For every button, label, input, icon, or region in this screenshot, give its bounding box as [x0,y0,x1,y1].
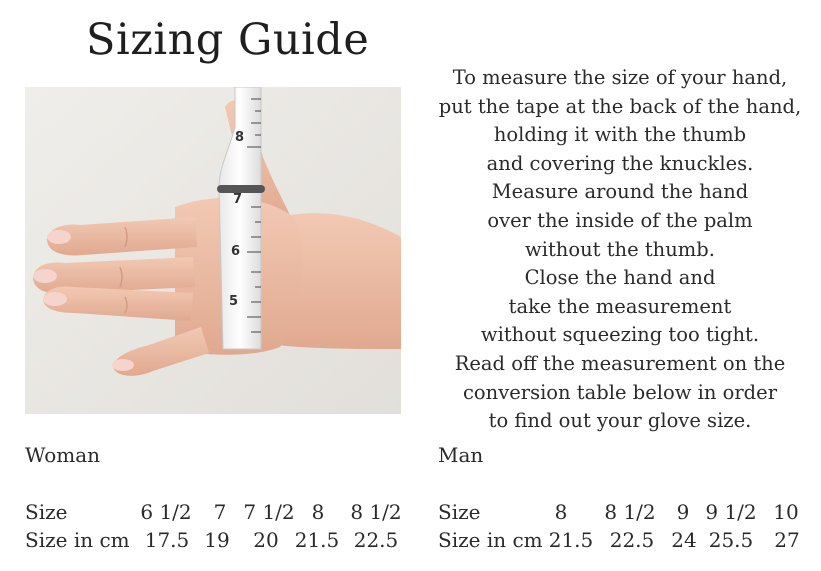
man-size-cell: 9 [676,500,690,524]
woman-size-cell: 7 [213,500,227,524]
instruction-line: put the tape at the back of the hand, [438,94,802,118]
instruction-line: Close the hand and [524,266,716,290]
man-cm-cell: 21.5 [548,528,594,552]
man-size-cell: 9 1/2 [705,500,757,524]
woman-cm-cell: 17.5 [144,528,190,552]
man-label: Man [438,443,484,467]
woman-cm-cell: 21.5 [294,528,340,552]
instruction-line: Measure around the hand [491,180,749,204]
hand-measurement-photo [25,87,401,414]
woman-size-table [25,497,415,557]
tape-mark-5: 5 [229,294,239,309]
woman-cm-cell: 22.5 [353,528,399,552]
instruction-line: to find out your glove size. [488,409,752,433]
instruction-line: without the thumb. [525,237,715,261]
hand-illustration [25,87,401,414]
man-cm-cell: 25.5 [708,528,754,552]
woman-cm-cell: 20 [253,528,279,552]
instruction-line: and covering the knuckles. [486,151,754,175]
woman-size-cell: 7 1/2 [243,500,295,524]
instruction-line: conversion table below in order [462,380,778,404]
woman-size-label: Size [25,500,68,524]
man-cm-row [438,525,818,555]
man-cm-label: Size in cm [438,528,543,552]
man-size-table [438,497,818,557]
instruction-line: To measure the size of your hand, [452,66,788,89]
woman-cm-label: Size in cm [25,528,130,552]
tape-mark-7: 7 [233,192,243,207]
woman-size-cell: 8 1/2 [350,500,402,524]
instruction-line: Read off the measurement on the [454,351,786,375]
man-size-cell: 8 [554,500,568,524]
instruction-line: holding it with the thumb [493,123,747,147]
man-size-row [438,497,818,527]
tape-mark-6: 6 [231,244,241,259]
man-size-label: Size [438,500,481,524]
man-cm-cell: 22.5 [609,528,655,552]
instructions-text [420,64,820,436]
woman-size-row [25,497,415,527]
instruction-line: over the inside of the palm [487,208,753,232]
woman-cm-cell: 19 [204,528,230,552]
page-title: Sizing Guide [86,15,370,65]
woman-cm-row [25,525,415,555]
man-size-cell: 8 1/2 [604,500,656,524]
instruction-line: take the measurement [508,294,732,318]
man-cm-cell: 24 [671,528,697,552]
woman-size-cell: 6 1/2 [140,500,192,524]
man-size-cell: 10 [773,500,799,524]
woman-label: Woman [25,443,101,467]
instruction-line: without squeezing too tight. [480,323,760,347]
woman-size-cell: 8 [311,500,325,524]
tape-mark-8: 8 [235,130,245,145]
man-cm-cell: 27 [774,528,800,552]
